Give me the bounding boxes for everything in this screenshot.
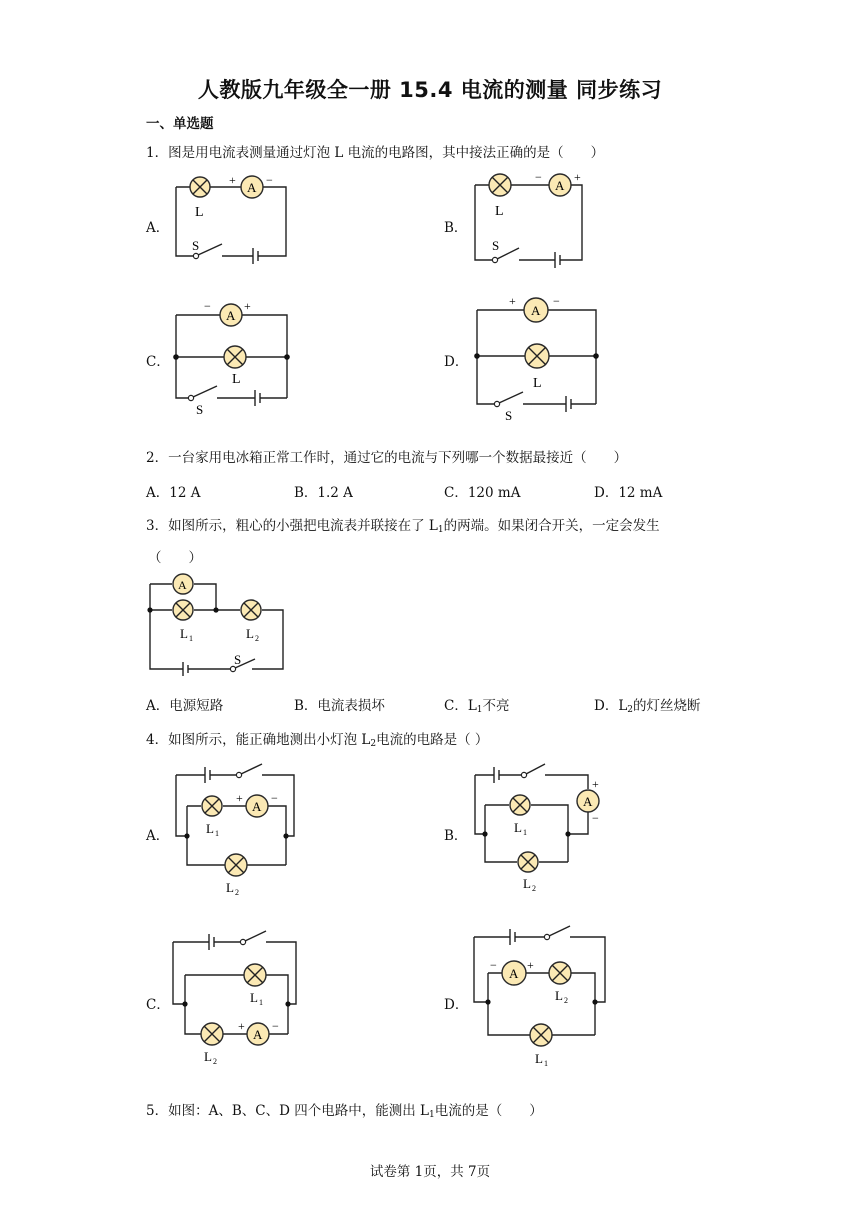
svg-text:L: L bbox=[246, 626, 254, 641]
page-footer: 试卷第 1页，共 7页 bbox=[369, 1164, 491, 1180]
switch-pivot bbox=[193, 253, 198, 258]
svg-text:L: L bbox=[514, 820, 522, 835]
q1-circuit-b bbox=[475, 170, 582, 268]
switch-icon bbox=[198, 244, 222, 255]
svg-text:A: A bbox=[555, 178, 565, 193]
q3-option-d: D．$L_2$的灯丝烧断 bbox=[594, 698, 701, 715]
q3-option-b: B．电流表损坏 bbox=[294, 698, 385, 714]
svg-text:L: L bbox=[232, 372, 241, 387]
svg-text:1: 1 bbox=[544, 1059, 548, 1068]
svg-text:L: L bbox=[523, 876, 531, 891]
svg-text:−: − bbox=[204, 299, 211, 313]
svg-text:L: L bbox=[535, 1051, 543, 1066]
svg-text:+: + bbox=[592, 777, 599, 791]
question-4-stem: 4．如图所示，能正确地测出小灯泡 $L_2$电流的电路是（ ） bbox=[146, 732, 489, 749]
q4-option-c-label: C． bbox=[146, 997, 170, 1013]
q2-option-b: B．1.2 A bbox=[294, 485, 353, 501]
svg-text:A: A bbox=[226, 308, 236, 323]
svg-text:A: A bbox=[583, 794, 593, 809]
q4-option-d-label: D． bbox=[444, 997, 469, 1013]
svg-text:−: − bbox=[271, 791, 278, 805]
q1-option-d-label: D． bbox=[444, 354, 469, 370]
svg-text:2: 2 bbox=[213, 1057, 217, 1066]
svg-text:−: − bbox=[535, 170, 542, 184]
svg-text:A: A bbox=[509, 966, 519, 981]
q2-option-d: D．12 mA bbox=[594, 485, 663, 501]
question-2-stem: 2．一台家用电冰箱正常工作时，通过它的电流与下列哪一个数据最接近（ ） bbox=[146, 450, 628, 466]
svg-text:L: L bbox=[250, 990, 258, 1005]
svg-text:S: S bbox=[505, 408, 513, 423]
plus-sign: + bbox=[229, 173, 236, 187]
q1-option-a-label: A． bbox=[146, 220, 170, 236]
svg-text:2: 2 bbox=[235, 888, 239, 897]
q4-option-b-label: B． bbox=[444, 828, 468, 844]
lamp-label: L bbox=[195, 205, 204, 220]
svg-text:−: − bbox=[553, 294, 560, 308]
svg-text:+: + bbox=[527, 958, 534, 972]
svg-text:A: A bbox=[178, 578, 187, 592]
svg-text:S: S bbox=[234, 652, 242, 667]
svg-text:L: L bbox=[180, 626, 188, 641]
q3-circuit bbox=[147, 574, 283, 676]
question-3-stem: 3．如图所示，粗心的小强把电流表并联接在了 $L_1$的两端。如果闭合开关，一定会发生 bbox=[146, 518, 660, 535]
q4-circuit-b bbox=[475, 764, 599, 893]
q4-circuit-c bbox=[173, 931, 296, 1066]
svg-text:1: 1 bbox=[215, 829, 219, 838]
svg-text:A: A bbox=[252, 799, 262, 814]
svg-text:+: + bbox=[238, 1019, 245, 1033]
svg-text:A: A bbox=[531, 303, 541, 318]
svg-text:L: L bbox=[206, 821, 214, 836]
svg-text:L: L bbox=[204, 1049, 212, 1064]
svg-text:−: − bbox=[592, 811, 599, 825]
svg-text:2: 2 bbox=[564, 996, 568, 1005]
svg-text:A: A bbox=[253, 1027, 263, 1042]
svg-text:L: L bbox=[226, 880, 234, 895]
ammeter-label: A bbox=[247, 180, 257, 195]
svg-text:−: − bbox=[272, 1019, 279, 1033]
q1-option-b-label: B． bbox=[444, 220, 468, 236]
question-1-stem: 1．图是用电流表测量通过灯泡 L 电流的电路图，其中接法正确的是（ ） bbox=[146, 145, 605, 161]
q4-circuit-d bbox=[474, 926, 605, 1068]
q1-circuit-c bbox=[173, 299, 290, 417]
svg-text:1: 1 bbox=[259, 998, 263, 1007]
svg-text:S: S bbox=[492, 238, 500, 253]
q3-option-a: A．电源短路 bbox=[146, 698, 224, 714]
svg-text:+: + bbox=[509, 294, 516, 308]
svg-text:1: 1 bbox=[189, 634, 193, 643]
svg-text:S: S bbox=[196, 402, 204, 417]
svg-text:+: + bbox=[236, 791, 243, 805]
q3-option-c: C．$L_1$不亮 bbox=[444, 698, 510, 715]
q1-option-c-label: C． bbox=[146, 354, 170, 370]
q1-circuit-d bbox=[474, 294, 599, 423]
svg-text:1: 1 bbox=[523, 828, 527, 837]
section-heading: 一、单选题 bbox=[146, 116, 214, 132]
minus-sign: − bbox=[266, 173, 273, 187]
switch-label: S bbox=[192, 238, 200, 253]
svg-text:+: + bbox=[244, 299, 251, 313]
svg-text:2: 2 bbox=[255, 634, 259, 643]
q4-option-a-label: A． bbox=[146, 828, 170, 844]
page-title: 人教版九年级全一册 15.4 电流的测量 同步练习 bbox=[197, 78, 663, 102]
question-5-stem: 5．如图：A、B、C、D 四个电路中，能测出 $L_1$电流的是（ ） bbox=[146, 1103, 543, 1120]
svg-text:L: L bbox=[533, 376, 542, 391]
q2-option-c: C．120 mA bbox=[444, 485, 521, 501]
svg-text:2: 2 bbox=[532, 884, 536, 893]
q2-option-a: A．12 A bbox=[146, 485, 201, 501]
svg-text:−: − bbox=[490, 958, 497, 972]
svg-text:L: L bbox=[555, 988, 563, 1003]
svg-text:L: L bbox=[495, 204, 504, 219]
svg-text:+: + bbox=[574, 170, 581, 184]
question-3-stem-line2: （ ） bbox=[148, 550, 202, 566]
q4-circuit-a bbox=[176, 764, 294, 897]
